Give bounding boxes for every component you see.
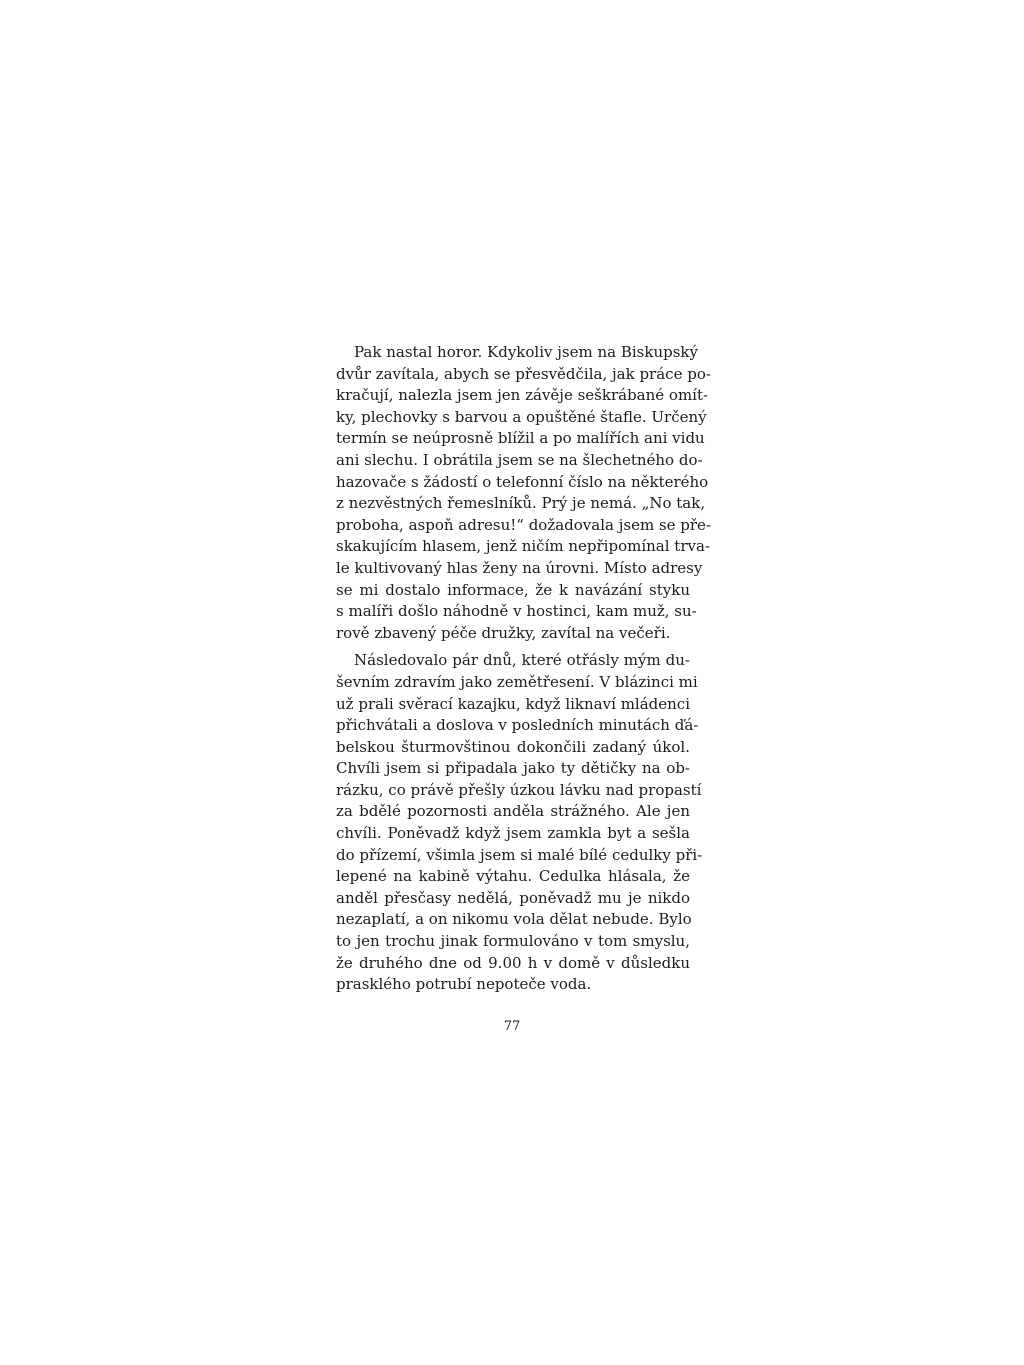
paragraph-2 — [336, 650, 703, 996]
text-line: kračují, nalezla jsem jen závěje seškrábané omít- — [336, 386, 709, 405]
text-line: Chvíli jsem si připadala jako ty dětičky na ob- — [336, 759, 690, 778]
text-line: že druhého dne od 9.00 h v domě v důsledku — [336, 953, 690, 972]
text-line: ky, plechovky s barvou a opuštěné štafle. Určený — [336, 407, 707, 426]
text-line: anděl přesčasy nedělá, poněvadž mu je nikdo — [336, 888, 690, 907]
text-line: z nezvěstných řemeslníků. Prý je nemá. „No tak, — [336, 494, 706, 513]
text-line: rázku, co právě přešly úzkou lávku nad propastí — [336, 780, 702, 799]
text-line: belskou šturmovštinou dokončili zadaný úkol. — [336, 737, 690, 756]
text-line: chvíli. Poněvadž když jsem zamkla byt a sešla — [336, 824, 690, 843]
text-line: skakujícím hlasem, jenž ničím nepřipomínal trva- — [336, 537, 710, 556]
text-line: Pak nastal horor. Kdykoliv jsem na Biskupský — [354, 343, 698, 361]
text-line: lepené na kabině výtahu. Cedulka hlásala, že — [336, 867, 690, 886]
paragraph-1 — [336, 342, 712, 644]
text-line: nezaplatí, a on nikomu vola dělat nebude. Bylo — [336, 910, 692, 929]
text-line: už prali svěrací kazajku, když liknaví mládenci — [336, 694, 690, 713]
text-line: to jen trochu jinak formulováno v tom smyslu, — [336, 932, 690, 951]
text-line: do přízemí, všimla jsem si malé bílé cedulky při- — [336, 845, 703, 864]
text-line: dvůr zavítala, abych se přesvědčila, jak práce po- — [336, 364, 711, 383]
text-line: se mi dostalo informace, že k navázání styku — [336, 580, 690, 599]
text-line: za bdělé pozornosti anděla strážného. Ale jen — [336, 802, 690, 821]
text-line: le kultivovaný hlas ženy na úrovni. Místo adresy — [336, 558, 703, 577]
text-line: přichvátali a doslova v posledních minutách ďá- — [336, 716, 699, 735]
text-line: Následovalo pár dnů, které otřásly mým du- — [354, 651, 690, 670]
text-line: termín se neúprosně blížil a po malířích ani vidu — [336, 429, 705, 448]
text-line: s malíři došlo náhodně v hostinci, kam muž, su- — [336, 602, 697, 621]
page-number: 77 — [503, 1019, 521, 1034]
body-text — [336, 342, 712, 996]
text-line: ševním zdravím jako zemětřesení. V blázinci mi — [336, 672, 698, 691]
text-line: hazovače s žádostí o telefonní číslo na některého — [336, 472, 709, 491]
text-line: rově zbavený péče družky, zavítal na večeři. — [336, 623, 671, 642]
text-line: proboha, aspoň adresu!“ dožadovala jsem se pře- — [336, 515, 712, 534]
text-line: ani slechu. I obrátila jsem se na šlechetného do- — [336, 450, 703, 469]
text-line: prasklého potrubí nepoteče voda. — [336, 975, 592, 994]
